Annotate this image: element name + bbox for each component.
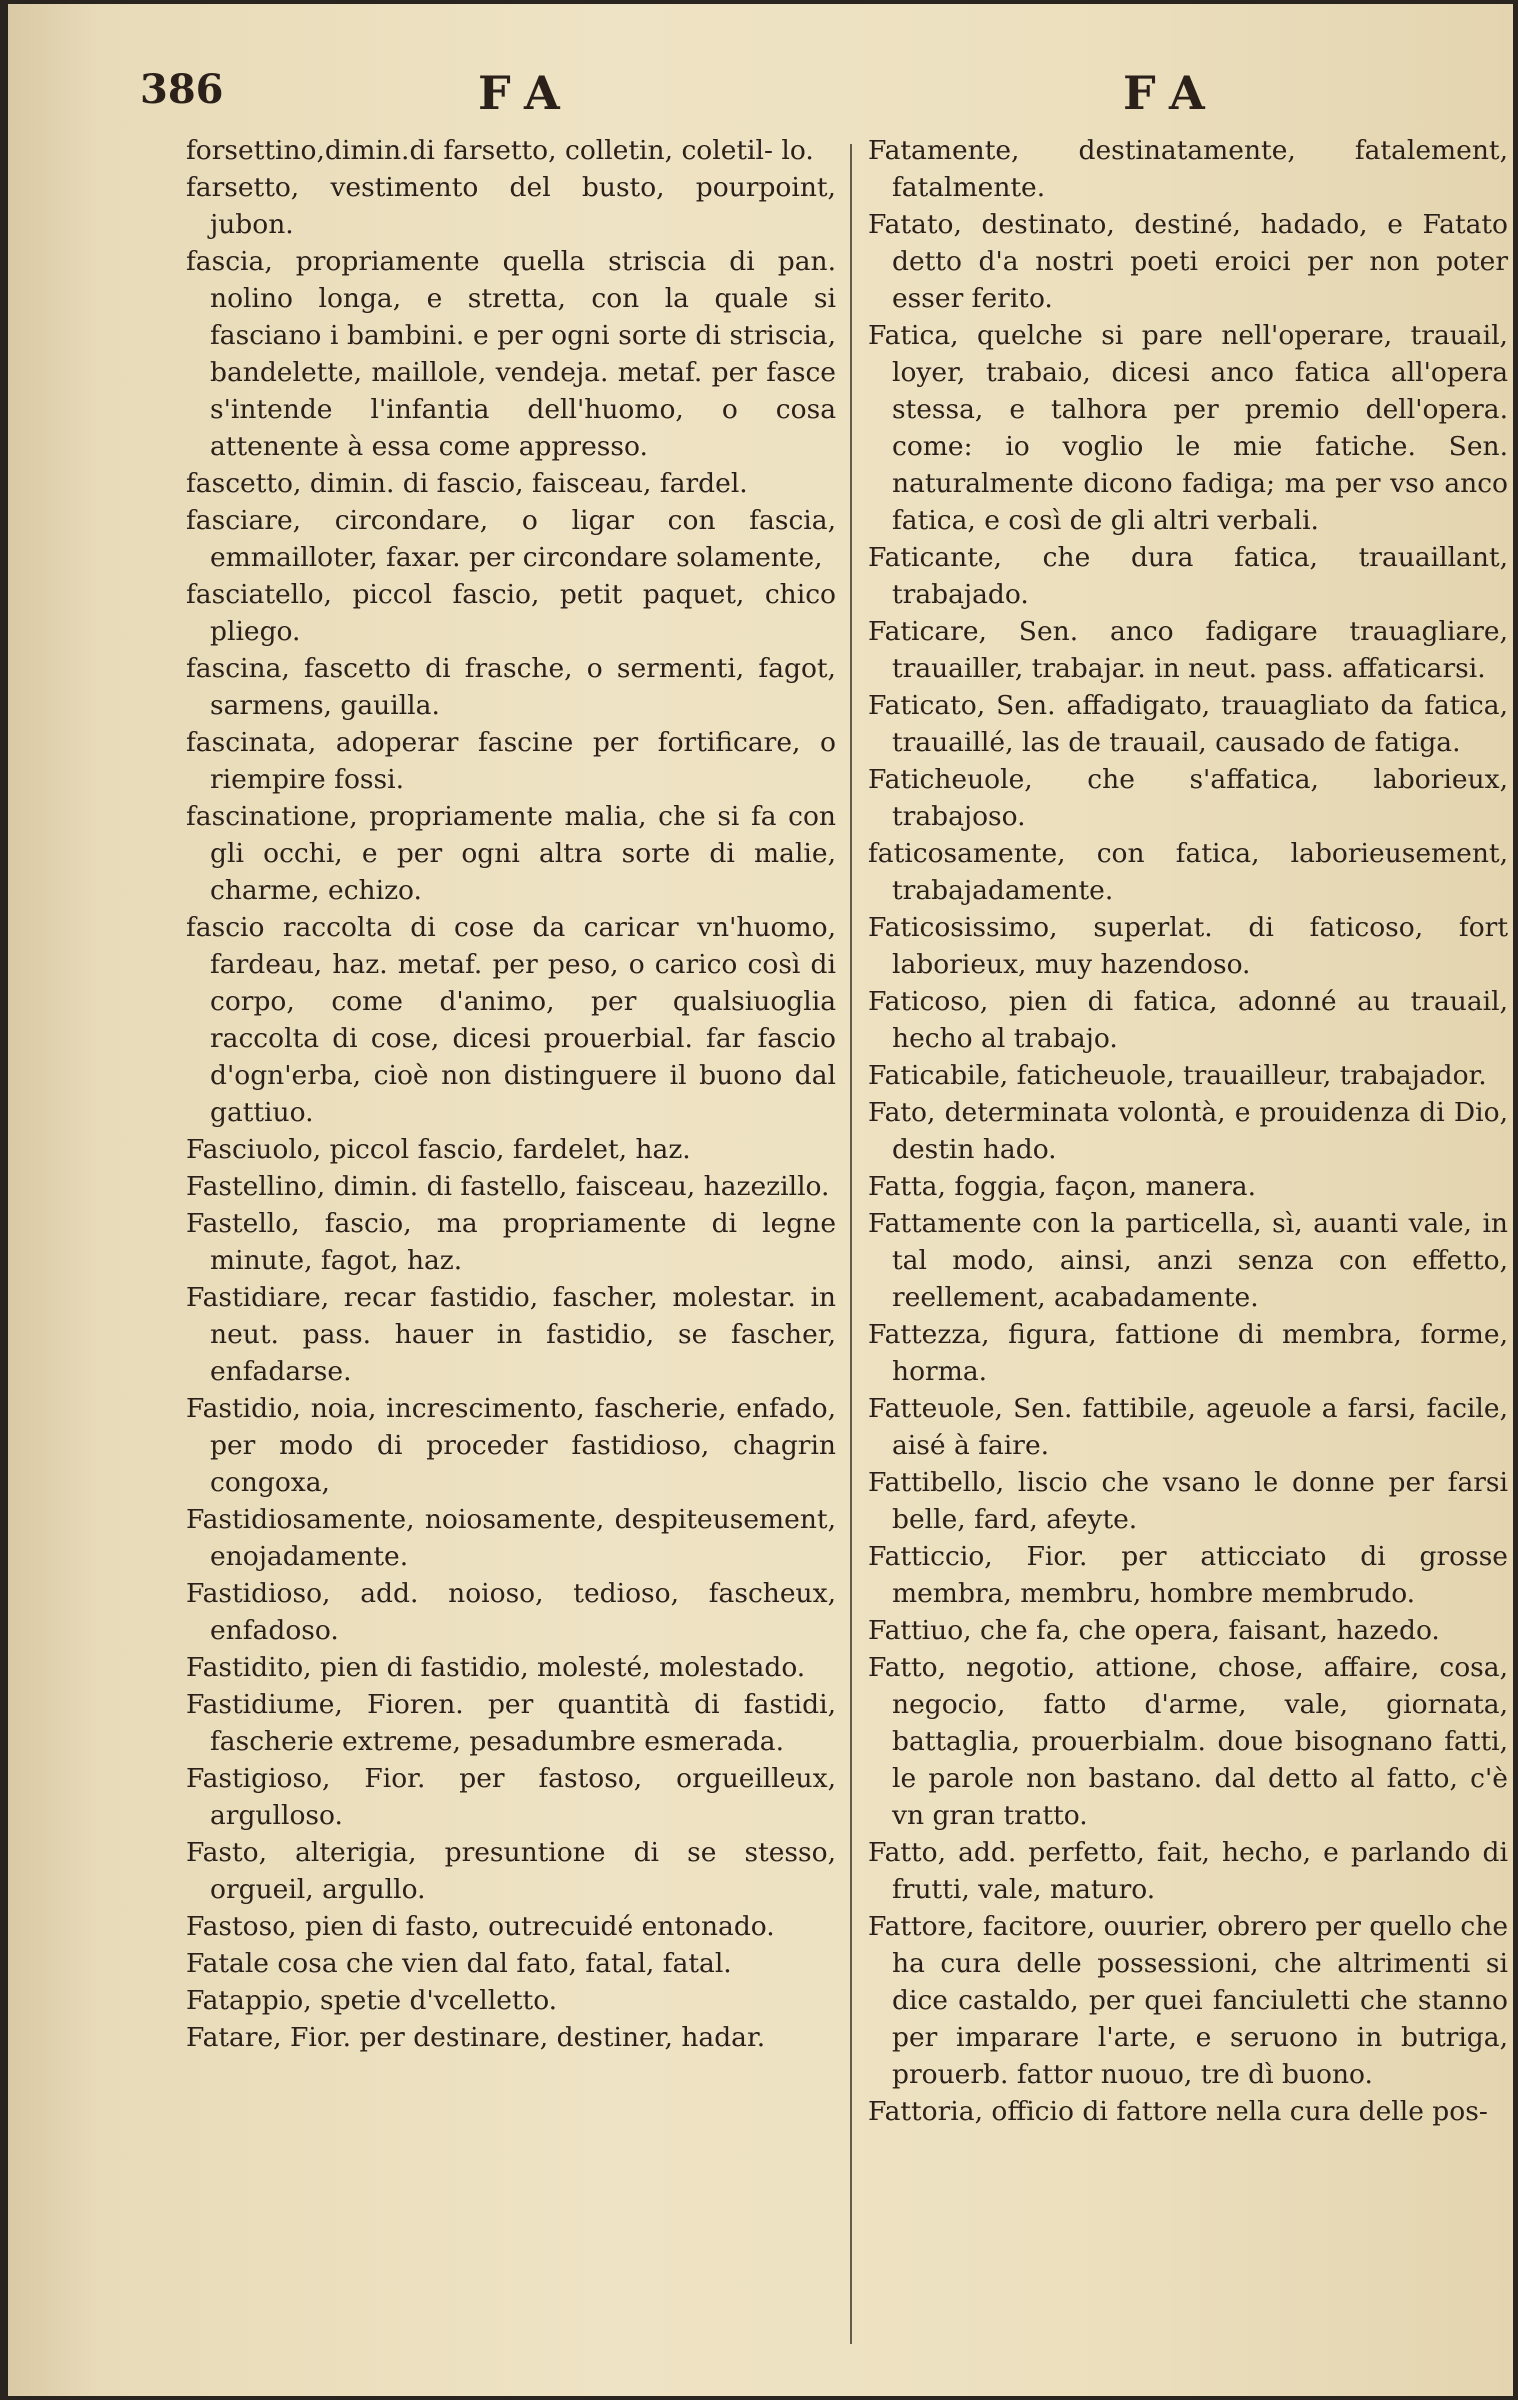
dictionary-entry: Fastidioso, add. noioso, tedioso, fascheux, enfadoso.: [186, 1578, 836, 1646]
dictionary-entry: Fatticcio, Fior. per atticciato di grosse membra, membru, hombre membrudo.: [868, 1541, 1508, 1609]
dictionary-entry: Fatato, destinato, destiné, hadado, e Fatato detto d'a nostri poeti eroici per non poter esser ferito.: [868, 209, 1508, 314]
dictionary-entry: fascinata, adoperar fascine per fortificare, o riempire fossi.: [186, 727, 836, 795]
dictionary-entry: Fato, determinata volontà, e prouidenza di Dio, destin hado.: [868, 1097, 1508, 1165]
left-heading: FA: [478, 66, 576, 120]
dictionary-entry: Fatta, foggia, façon, manera.: [868, 1171, 1257, 1202]
dictionary-entry: Faticante, che dura fatica, trauaillant, trabajado.: [868, 542, 1508, 610]
dictionary-entry: forsettino,dimin.di farsetto, colletin, coletil- lo.: [186, 135, 814, 166]
dictionary-entry: Faticoso, pien di fatica, adonné au trauail, hecho al trabajo.: [868, 986, 1508, 1054]
dictionary-entry: Faticare, Sen. anco fadigare trauagliare, trauailler, trabajar. in neut. pass. affaticarsi.: [868, 616, 1508, 684]
dictionary-entry: Faticosissimo, superlat. di faticoso, fort laborieux, muy hazendoso.: [868, 912, 1508, 980]
dictionary-entry: fasciare, circondare, o ligar con fascia, emmailloter, faxar. per circondare solamente,: [186, 505, 836, 573]
dictionary-entry: Fastidiare, recar fastidio, fascher, molestar. in neut. pass. hauer in fastidio, se fascher, enfadarse.: [186, 1282, 836, 1387]
dictionary-entry: Fattore, facitore, ouurier, obrero per quello che ha cura delle possessioni, che altrimenti si dice castaldo, per quei fanciuletti che stanno per imparare l'arte, e seruono in butriga, prouerb. fattor nuouo, tre dì buono.: [868, 1911, 1508, 2090]
dictionary-entry: Fastellino, dimin. di fastello, faisceau, hazezillo.: [186, 1171, 830, 1202]
dictionary-entry: fascinatione, propriamente malia, che si fa con gli occhi, e per ogni altra sorte di malie, charme, echizo.: [186, 801, 836, 906]
dictionary-entry: Fattiuo, che fa, che opera, faisant, hazedo.: [868, 1615, 1440, 1646]
dictionary-entry: Fastello, fascio, ma propriamente di legne minute, fagot, haz.: [186, 1208, 836, 1276]
right-column: [868, 132, 1508, 2130]
dictionary-entry: Fasciuolo, piccol fascio, fardelet, haz.: [186, 1134, 691, 1165]
dictionary-entry: Fattamente con la particella, sì, auanti vale, in tal modo, ainsi, anzi senza con effetto, reellement, acabadamente.: [868, 1208, 1508, 1313]
dictionary-entry: fascia, propriamente quella striscia di pan. nolino longa, e stretta, con la quale si fasciano i bambini. e per ogni sorte di striscia, bandelette, maillole, vendeja. metaf. per fasce s'intende l'infantia dell'huomo, o cosa attenente à essa come appresso.: [186, 246, 836, 462]
dictionary-entry: Fattezza, figura, fattione di membra, forme, horma.: [868, 1319, 1508, 1387]
dictionary-entry: Fastidiosamente, noiosamente, despiteusement, enojadamente.: [186, 1504, 836, 1572]
dictionary-entry: Fattibello, liscio che vsano le donne per farsi belle, fard, afeyte.: [868, 1467, 1508, 1535]
column-divider: [850, 144, 852, 2344]
dictionary-entry: Faticheuole, che s'affatica, laborieux, trabajoso.: [868, 764, 1508, 832]
dictionary-entry: Fatto, add. perfetto, fait, hecho, e parlando di frutti, vale, maturo.: [868, 1837, 1508, 1905]
dictionary-entry: Fastidio, noia, increscimento, fascherie, enfado, per modo di proceder fastidioso, chagrin congoxa,: [186, 1393, 836, 1498]
dictionary-entry: Fasto, alterigia, presuntione di se stesso, orgueil, argullo.: [186, 1837, 836, 1905]
dictionary-entry: Fatto, negotio, attione, chose, affaire, cosa, negocio, fatto d'arme, vale, giornata, battaglia, prouerbialm. doue bisognano fatti, le parole non bastano. dal detto al fatto, c'è vn gran tratto.: [868, 1652, 1508, 1831]
right-heading: FA: [1123, 66, 1221, 120]
dictionary-entry: fasciatello, piccol fascio, petit paquet, chico pliego.: [186, 579, 836, 647]
dictionary-entry: fascetto, dimin. di fascio, faisceau, fardel.: [186, 468, 748, 499]
dictionary-entry: farsetto, vestimento del busto, pourpoint, jubon.: [186, 172, 836, 240]
page-header: [8, 66, 1513, 126]
dictionary-entry: Fastidito, pien di fastidio, molesté, molestado.: [186, 1652, 806, 1683]
dictionary-entry: Fatale cosa che vien dal fato, fatal, fatal.: [186, 1948, 732, 1979]
dictionary-entry: fascina, fascetto di frasche, o sermenti, fagot, sarmens, gauilla.: [186, 653, 836, 721]
dictionary-entry: Fastidiume, Fioren. per quantità di fastidi, fascherie extreme, pesadumbre esmerada.: [186, 1689, 836, 1757]
dictionary-entry: Fattoria, officio di fattore nella cura delle pos-: [868, 2096, 1488, 2127]
dictionary-entry: Fatare, Fior. per destinare, destiner, hadar.: [186, 2022, 766, 2053]
dictionary-entry: Fatamente, destinatamente, fatalement, fatalmente.: [868, 135, 1508, 203]
dictionary-entry: Faticato, Sen. affadigato, trauagliato da fatica, trauaillé, las de trauail, causado de fatiga.: [868, 690, 1508, 758]
dictionary-entry: Fatteuole, Sen. fattibile, ageuole a farsi, facile, aisé à faire.: [868, 1393, 1508, 1461]
dictionary-entry: Fatappio, spetie d'vcelletto.: [186, 1985, 558, 2016]
left-column: [186, 132, 836, 2056]
page-number: 386: [140, 66, 224, 113]
dictionary-entry: Faticabile, faticheuole, trauailleur, trabajador.: [868, 1060, 1487, 1091]
dictionary-entry: Fatica, quelche si pare nell'operare, trauail, loyer, trabaio, dicesi anco fatica all'opera stessa, e talhora per premio dell'opera. come: io voglio le mie fatiche. Sen. naturalmente dicono fadiga; ma per vso anco fatica, e così de gli altri verbali.: [868, 320, 1508, 536]
dictionary-entry: fascio raccolta di cose da caricar vn'huomo, fardeau, haz. metaf. per peso, o carico così di corpo, come d'animo, per qualsiuoglia raccolta di cose, dicesi prouerbial. far fascio d'ogn'erba, cioè non distinguere il buono dal gattiuo.: [186, 912, 836, 1128]
dictionary-entry: Fastigioso, Fior. per fastoso, orgueilleux, argulloso.: [186, 1763, 836, 1831]
book-page: [8, 4, 1513, 2396]
dictionary-entry: Fastoso, pien di fasto, outrecuidé entonado.: [186, 1911, 775, 1942]
dictionary-entry: faticosamente, con fatica, laborieusement, trabajadamente.: [868, 838, 1508, 906]
